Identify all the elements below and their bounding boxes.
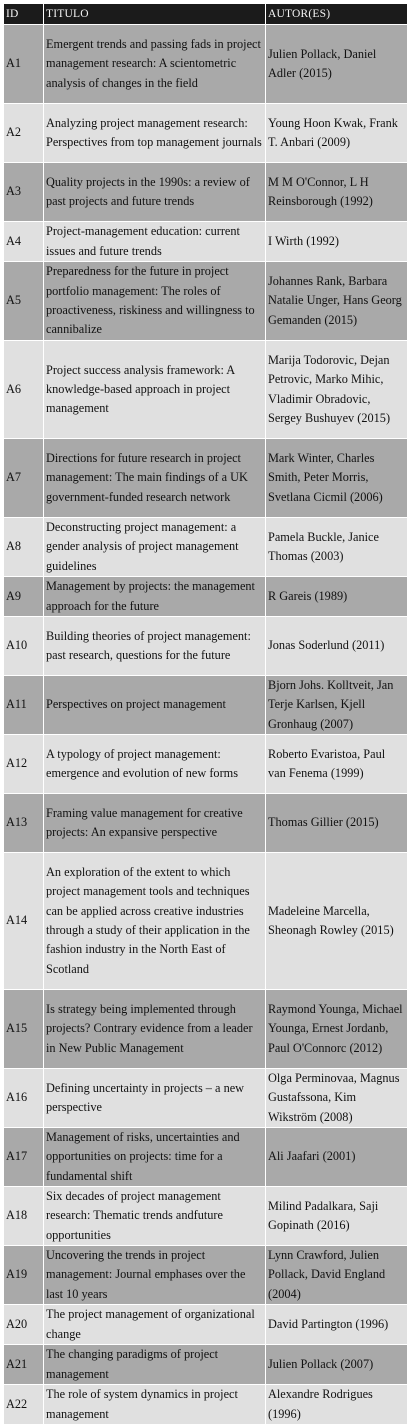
cell-id: A9: [4, 577, 44, 617]
header-row: [4, 4, 408, 25]
cell-authors: Marija Todorovic, Dejan Petrovic, Marko Mihic, Vladimir Obradovic, Sergey Bushuyev (2015): [266, 341, 408, 439]
cell-id: A14: [4, 853, 44, 990]
cell-authors: Pamela Buckle, Janice Thomas (2003): [266, 518, 408, 577]
table-row: [4, 222, 408, 262]
cell-title: Emergent trends and passing fads in project management research: A scientometric analysis of changes in the field: [44, 25, 266, 104]
table-row: [4, 1345, 408, 1385]
cell-title: Defining uncertainty in projects – a new perspective: [44, 1069, 266, 1128]
header-authors: AUTOR(ES): [266, 4, 408, 25]
table-row: [4, 439, 408, 518]
cell-id: A16: [4, 1069, 44, 1128]
cell-title: Six decades of project management research: Thematic trends andfuture opportunities: [44, 1187, 266, 1246]
table-row: [4, 1305, 408, 1345]
table-row: [4, 518, 408, 577]
cell-authors: I Wirth (1992): [266, 222, 408, 262]
cell-title: Framing value management for creative projects: An expansive perspective: [44, 794, 266, 853]
table-row: [4, 341, 408, 439]
cell-authors: Olga Perminovaa, Magnus Gustafssona, Kim Wikström (2008): [266, 1069, 408, 1128]
cell-authors: Johannes Rank, Barbara Natalie Unger, Hans Georg Gemanden (2015): [266, 262, 408, 341]
cell-id: A22: [4, 1385, 44, 1425]
cell-title: Perspectives on project management: [44, 676, 266, 735]
cell-id: A3: [4, 163, 44, 222]
cell-id: A19: [4, 1246, 44, 1305]
table-row: [4, 1069, 408, 1128]
cell-authors: Madeleine Marcella, Sheonagh Rowley (2015): [266, 853, 408, 990]
table-row: [4, 990, 408, 1069]
cell-id: A2: [4, 104, 44, 163]
cell-id: A1: [4, 25, 44, 104]
table-row: [4, 794, 408, 853]
cell-id: A10: [4, 617, 44, 676]
cell-authors: David Partington (1996): [266, 1305, 408, 1345]
cell-title: The project management of organizational change: [44, 1305, 266, 1345]
cell-title: The role of system dynamics in project management: [44, 1385, 266, 1425]
cell-title: Analyzing project management research: Perspectives from top management journals: [44, 104, 266, 163]
cell-title: A typology of project management: emergence and evolution of new forms: [44, 735, 266, 794]
cell-title: Management of risks, uncertainties and opportunities on projects: time for a fundamental shift: [44, 1128, 266, 1187]
cell-authors: Julien Pollack, Daniel Adler (2015): [266, 25, 408, 104]
cell-title: Preparedness for the future in project portfolio management: The roles of proactiveness, riskiness and willingness to cannibalize: [44, 262, 266, 341]
table-row: [4, 735, 408, 794]
cell-authors: M M O'Connor, L H Reinsborough (1992): [266, 163, 408, 222]
cell-title: Project success analysis framework: A knowledge-based approach in project management: [44, 341, 266, 439]
cell-authors: Alexandre Rodrigues (1996): [266, 1385, 408, 1425]
table-row: [4, 104, 408, 163]
cell-title: Project-management education: current issues and future trends: [44, 222, 266, 262]
header-id: ID: [4, 4, 44, 25]
table-row: [4, 262, 408, 341]
literature-table: [3, 3, 408, 1425]
cell-authors: Milind Padalkara, Saji Gopinath (2016): [266, 1187, 408, 1246]
cell-authors: Mark Winter, Charles Smith, Peter Morris, Svetlana Cicmil (2006): [266, 439, 408, 518]
table-row: [4, 25, 408, 104]
table-row: [4, 617, 408, 676]
cell-title: The changing paradigms of project management: [44, 1345, 266, 1385]
table-header: [4, 4, 408, 25]
table-row: [4, 1128, 408, 1187]
cell-title: Deconstructing project management: a gender analysis of project management guidelines: [44, 518, 266, 577]
table-row: [4, 1385, 408, 1425]
cell-id: A4: [4, 222, 44, 262]
cell-id: A11: [4, 676, 44, 735]
cell-title: Quality projects in the 1990s: a review of past projects and future trends: [44, 163, 266, 222]
cell-title: Building theories of project management: past research, questions for the future: [44, 617, 266, 676]
cell-authors: Raymond Younga, Michael Younga, Ernest Jordanb, Paul O'Connorc (2012): [266, 990, 408, 1069]
cell-authors: Lynn Crawford, Julien Pollack, David England (2004): [266, 1246, 408, 1305]
table-row: [4, 853, 408, 990]
cell-title: Is strategy being implemented through projects? Contrary evidence from a leader in New Public Management: [44, 990, 266, 1069]
cell-id: A18: [4, 1187, 44, 1246]
header-title: TITULO: [44, 4, 266, 25]
cell-authors: Ali Jaafari (2001): [266, 1128, 408, 1187]
table-row: [4, 163, 408, 222]
cell-title: Directions for future research in project management: The main findings of a UK government-funded research network: [44, 439, 266, 518]
table-body: [4, 25, 408, 1425]
cell-authors: Jonas Soderlund (2011): [266, 617, 408, 676]
cell-id: A21: [4, 1345, 44, 1385]
cell-authors: Roberto Evaristoa, Paul van Fenema (1999): [266, 735, 408, 794]
cell-authors: Thomas Gillier (2015): [266, 794, 408, 853]
cell-authors: Bjorn Johs. Kolltveit, Jan Terje Karlsen, Kjell Gronhaug (2007): [266, 676, 408, 735]
table-row: [4, 676, 408, 735]
table-row: [4, 1246, 408, 1305]
cell-authors: Young Hoon Kwak, Frank T. Anbari (2009): [266, 104, 408, 163]
cell-authors: Julien Pollack (2007): [266, 1345, 408, 1385]
cell-id: A13: [4, 794, 44, 853]
cell-authors: R Gareis (1989): [266, 577, 408, 617]
cell-title: An exploration of the extent to which project management tools and techniques can be applied across creative industries through a study of their application in the fashion industry in the North East of Scotland: [44, 853, 266, 990]
cell-id: A5: [4, 262, 44, 341]
cell-id: A6: [4, 341, 44, 439]
table-row: [4, 1187, 408, 1246]
cell-title: Management by projects: the management approach for the future: [44, 577, 266, 617]
cell-id: A15: [4, 990, 44, 1069]
table-row: [4, 577, 408, 617]
cell-id: A8: [4, 518, 44, 577]
cell-id: A20: [4, 1305, 44, 1345]
cell-title: Uncovering the trends in project management: Journal emphases over the last 10 years: [44, 1246, 266, 1305]
cell-id: A12: [4, 735, 44, 794]
cell-id: A17: [4, 1128, 44, 1187]
cell-id: A7: [4, 439, 44, 518]
